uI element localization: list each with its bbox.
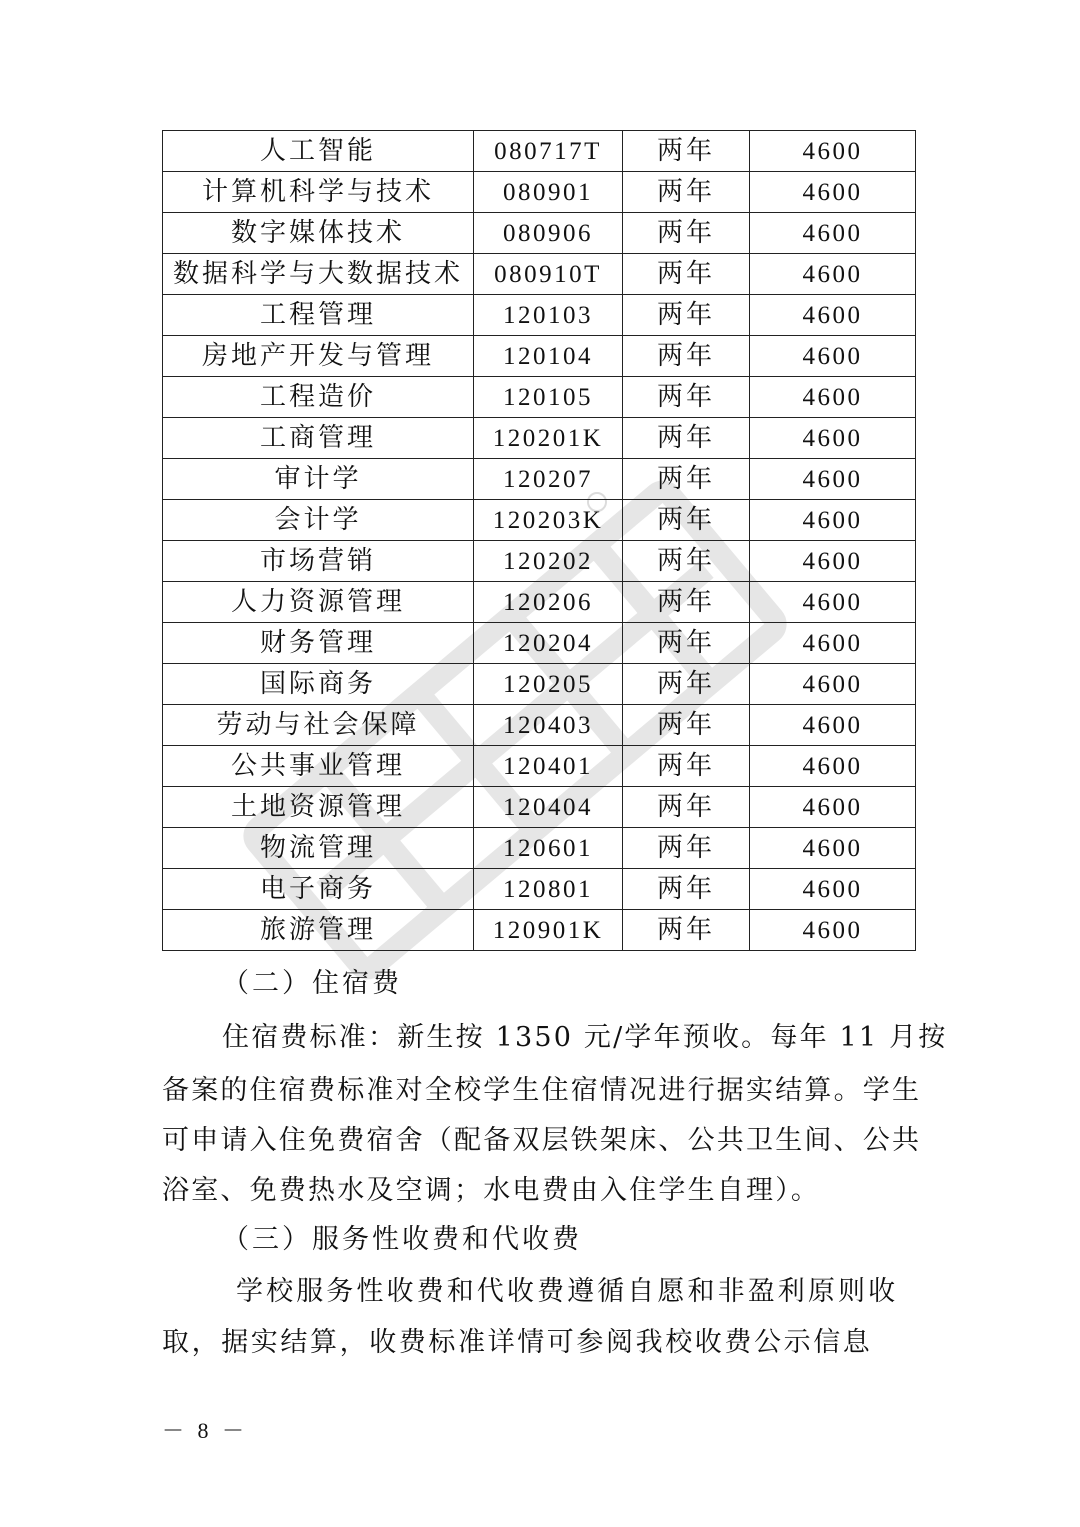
major-code-cell: 120103 (474, 295, 623, 336)
table-row (163, 500, 916, 541)
fee-cell: 4600 (750, 910, 916, 951)
major-name-cell: 国际商务 (163, 664, 474, 705)
major-code-cell: 120403 (474, 705, 623, 746)
duration-cell: 两年 (623, 377, 750, 418)
fee-cell: 4600 (750, 828, 916, 869)
duration-cell: 两年 (623, 418, 750, 459)
major-name-cell: 数字媒体技术 (163, 213, 474, 254)
table-row (163, 828, 916, 869)
fee-cell: 4600 (750, 787, 916, 828)
accommodation-paragraph-line: 浴室、免费热水及空调；水电费由入住学生自理）。 (162, 1175, 821, 1206)
duration-cell: 两年 (623, 869, 750, 910)
duration-cell: 两年 (623, 582, 750, 623)
major-name-cell: 市场营销 (163, 541, 474, 582)
fee-cell: 4600 (750, 746, 916, 787)
major-name-cell: 劳动与社会保障 (163, 705, 474, 746)
major-code-cell: 080717T (474, 131, 623, 172)
table-row (163, 377, 916, 418)
major-code-cell: 120404 (474, 787, 623, 828)
major-code-cell: 120207 (474, 459, 623, 500)
table-row (163, 131, 916, 172)
major-name-cell: 土地资源管理 (163, 787, 474, 828)
major-code-cell: 120201K (474, 418, 623, 459)
major-code-cell: 120105 (474, 377, 623, 418)
fee-cell: 4600 (750, 418, 916, 459)
table-row (163, 541, 916, 582)
fee-cell: 4600 (750, 213, 916, 254)
major-name-cell: 会计学 (163, 500, 474, 541)
accommodation-paragraph-line: 可申请入住免费宿舍（配备双层铁架床、公共卫生间、公共 (162, 1125, 922, 1156)
major-code-cell: 080906 (474, 213, 623, 254)
major-code-cell: 120901K (474, 910, 623, 951)
table-row (163, 336, 916, 377)
major-code-cell: 120206 (474, 582, 623, 623)
duration-cell: 两年 (623, 787, 750, 828)
table-row (163, 787, 916, 828)
duration-cell: 两年 (623, 254, 750, 295)
table-row (163, 746, 916, 787)
fee-cell: 4600 (750, 172, 916, 213)
major-name-cell: 审计学 (163, 459, 474, 500)
fee-cell: 4600 (750, 377, 916, 418)
service-fees-paragraph-line: 取，据实结算，收费标准详情可参阅我校收费公示信息 (162, 1327, 873, 1358)
fee-cell: 4600 (750, 869, 916, 910)
fee-cell: 4600 (750, 664, 916, 705)
table-row (163, 418, 916, 459)
accommodation-paragraph-line: 备案的住宿费标准对全校学生住宿情况进行据实结算。学生 (162, 1075, 922, 1106)
major-name-cell: 房地产开发与管理 (163, 336, 474, 377)
table-row (163, 910, 916, 951)
major-code-cell: 080910T (474, 254, 623, 295)
major-name-cell: 工商管理 (163, 418, 474, 459)
fee-cell: 4600 (750, 541, 916, 582)
duration-cell: 两年 (623, 746, 750, 787)
fee-cell: 4600 (750, 336, 916, 377)
duration-cell: 两年 (623, 172, 750, 213)
major-name-cell: 数据科学与大数据技术 (163, 254, 474, 295)
major-code-cell: 120202 (474, 541, 623, 582)
major-name-cell: 人力资源管理 (163, 582, 474, 623)
service-fees-paragraph-line: 学校服务性收费和代收费遵循自愿和非盈利原则收 (236, 1276, 899, 1307)
duration-cell: 两年 (623, 623, 750, 664)
page-number: － 8 － (162, 1418, 249, 1443)
table-row (163, 254, 916, 295)
section-heading-service-fees: （三）服务性收费和代收费 (222, 1224, 582, 1255)
fee-cell: 4600 (750, 295, 916, 336)
table-row (163, 664, 916, 705)
duration-cell: 两年 (623, 910, 750, 951)
duration-cell: 两年 (623, 828, 750, 869)
major-name-cell: 人工智能 (163, 131, 474, 172)
table-row (163, 459, 916, 500)
major-fee-table-body (163, 131, 916, 951)
duration-cell: 两年 (623, 459, 750, 500)
major-name-cell: 公共事业管理 (163, 746, 474, 787)
major-code-cell: 120801 (474, 869, 623, 910)
major-code-cell: 120204 (474, 623, 623, 664)
major-name-cell: 计算机科学与技术 (163, 172, 474, 213)
major-name-cell: 旅游管理 (163, 910, 474, 951)
major-name-cell: 物流管理 (163, 828, 474, 869)
fee-cell: 4600 (750, 131, 916, 172)
major-fee-table (162, 130, 916, 951)
duration-cell: 两年 (623, 664, 750, 705)
duration-cell: 两年 (623, 705, 750, 746)
fee-cell: 4600 (750, 623, 916, 664)
fee-cell: 4600 (750, 500, 916, 541)
table-row (163, 582, 916, 623)
fee-cell: 4600 (750, 254, 916, 295)
table-row (163, 705, 916, 746)
table-row (163, 172, 916, 213)
fee-cell: 4600 (750, 459, 916, 500)
duration-cell: 两年 (623, 336, 750, 377)
major-code-cell: 120401 (474, 746, 623, 787)
major-code-cell: 120203K (474, 500, 623, 541)
fee-cell: 4600 (750, 705, 916, 746)
table-row (163, 213, 916, 254)
accommodation-paragraph-line: 住宿费标准：新生按 1350 元/学年预收。每年 11 月按 (222, 1022, 948, 1053)
major-code-cell: 080901 (474, 172, 623, 213)
major-name-cell: 电子商务 (163, 869, 474, 910)
major-code-cell: 120104 (474, 336, 623, 377)
major-name-cell: 财务管理 (163, 623, 474, 664)
table-row (163, 295, 916, 336)
duration-cell: 两年 (623, 541, 750, 582)
table-row (163, 869, 916, 910)
duration-cell: 两年 (623, 500, 750, 541)
section-heading-accommodation: （二）住宿费 (222, 968, 402, 999)
major-code-cell: 120205 (474, 664, 623, 705)
major-name-cell: 工程管理 (163, 295, 474, 336)
duration-cell: 两年 (623, 131, 750, 172)
duration-cell: 两年 (623, 213, 750, 254)
table-row (163, 623, 916, 664)
duration-cell: 两年 (623, 295, 750, 336)
fee-cell: 4600 (750, 582, 916, 623)
major-code-cell: 120601 (474, 828, 623, 869)
major-name-cell: 工程造价 (163, 377, 474, 418)
